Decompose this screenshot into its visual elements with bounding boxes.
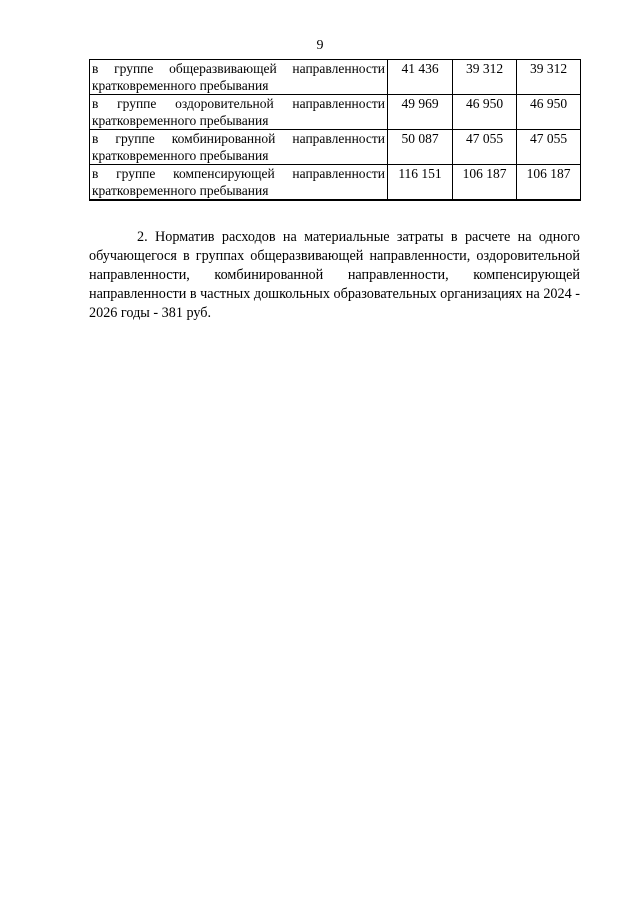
table-row (90, 95, 581, 130)
value-cell: 41 436 (388, 60, 453, 95)
value-cell: 49 969 (388, 95, 453, 130)
table-row (90, 130, 581, 165)
value-cell: 46 950 (453, 95, 517, 130)
value-cell: 106 187 (453, 165, 517, 201)
value-cell: 39 312 (517, 60, 581, 95)
value-cell: 39 312 (453, 60, 517, 95)
value-cell: 50 087 (388, 130, 453, 165)
page-number: 9 (316, 38, 324, 53)
value-cell: 47 055 (517, 130, 581, 165)
norm-paragraph: 2. Норматив расходов на материальные затраты в расчете на одного обучающегося в группах общеразвивающей направленности, оздоровительной направленности, комбинированной направленности, компенсирующей направленности в частных дошкольных образовательных организациях на 2024 - 2026 годы - 381 руб. (89, 229, 580, 321)
value-cell: 47 055 (453, 130, 517, 165)
value-cell: 46 950 (517, 95, 581, 130)
row-name-cell: в группе комбинированной направленности кратковременного пребывания (90, 130, 388, 165)
table-row (90, 60, 581, 95)
row-name-cell: в группе общеразвивающей направленности кратковременного пребывания (90, 60, 388, 95)
norms-table (89, 59, 581, 201)
value-cell: 116 151 (388, 165, 453, 201)
value-cell: 106 187 (517, 165, 581, 201)
row-name-cell: в группе компенсирующей направленности кратковременного пребывания (90, 165, 388, 201)
row-name-cell: в группе оздоровительной направленности кратковременного пребывания (90, 95, 388, 130)
table-row (90, 165, 581, 201)
